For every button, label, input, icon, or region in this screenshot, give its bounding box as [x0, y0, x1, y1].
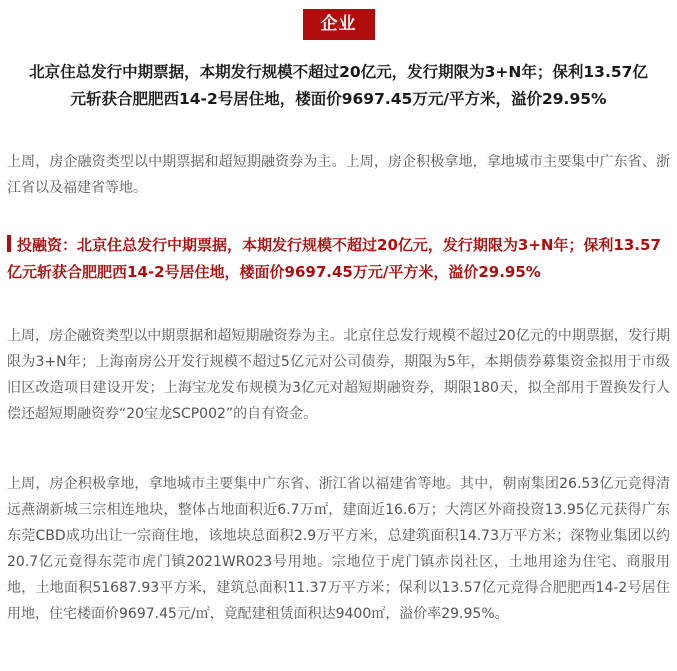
financing-subhead: [7, 232, 672, 286]
headline-line-2: 元斩获合肥肥西14-2号居住地，楼面价9697.45万元/平方米，溢价29.95%: [70, 90, 607, 108]
section-badge-wrap: [0, 9, 677, 40]
subhead-bar-icon: [7, 235, 11, 252]
subhead-text: 投融资：北京住总发行中期票据，本期发行规模不超过20亿元，发行期限为3+N年；保利13.57亿元斩获合肥肥西14-2号居住地，楼面价9697.45万元/平方米，溢价29.95%: [7, 236, 661, 281]
headline-line-1: 北京住总发行中期票据，本期发行规模不超过20亿元，发行期限为3+N年；保利13.57亿: [29, 63, 648, 81]
headline: [0, 59, 677, 113]
financing-paragraph: 上周，房企融资类型以中期票据和超短期融资券为主。北京住总发行规模不超过20亿元的中期票据，发行期限为3+N年；上海南房公开发行规模不超过5亿元对公司债券，期限为5年，本期债券募集资金拟用于市级旧区改造项目建设开发；上海宝龙发布规模为3亿元对超短期融资券，期限180天，拟全部用于置换发行人偿还超短期融资券“20宝龙SCP002”的自有资金。: [7, 328, 670, 422]
land-paragraph: 上周，房企积极拿地，拿地城市主要集中广东省、浙江省以福建省等地。其中，朝南集团26.53亿元竞得清远燕湖新城三宗相连地块，整体占地面积近6.7万㎡，建面近16.6万；大湾区外商投资13.95亿元获得广东东莞CBD成功出让一宗商住地，该地块总面积2.9万平方米，总建筑面积14.73万平方米；深物业集团以约20.7亿元竟得东莞市虎门镇2021WR023号用地。宗地位于虎门镇赤岗社区，土地用途为住宅、商服用地，土地面积51687.93平方米，建筑总面积11.37万平方米；保利以13.57亿元竞得合肥肥西14-2号居住用地，住宅楼面价9697.45元/㎡，竟配建租赁面积达9400㎡，溢价率29.95%。: [7, 476, 670, 622]
section-badge: 企业: [303, 9, 375, 40]
intro-paragraph: 上周，房企融资类型以中期票据和超短期融资券为主。上周，房企积极拿地，拿地城市主要集中广东省、浙江省以及福建省等地。: [7, 154, 670, 196]
